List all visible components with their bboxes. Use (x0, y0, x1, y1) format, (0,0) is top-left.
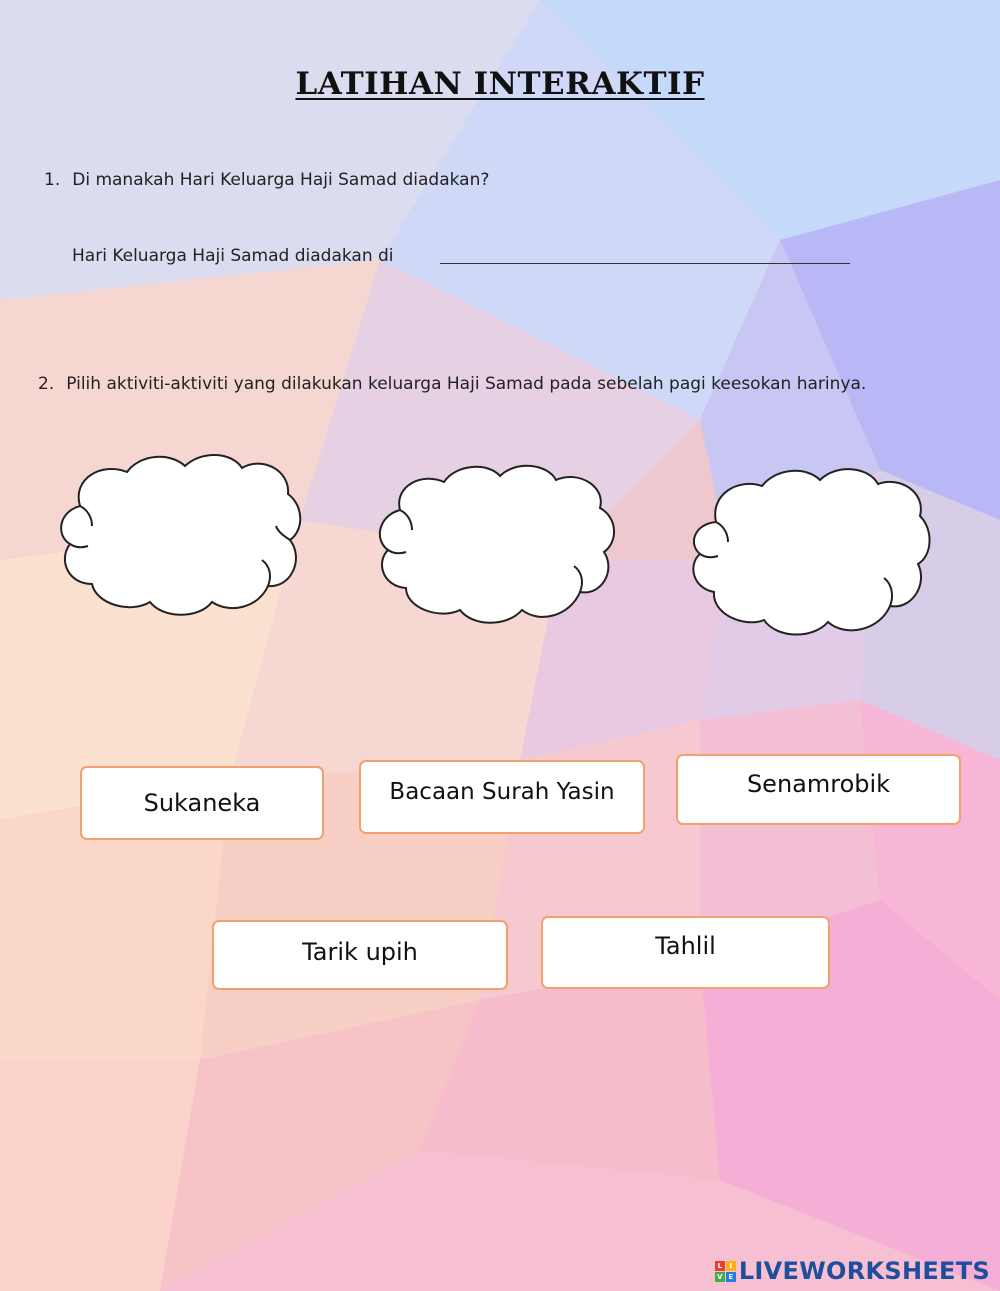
option-card-bacaan-surah-yasin[interactable] (359, 760, 645, 834)
option-label: Bacaan Surah Yasin (389, 779, 615, 805)
answer-field[interactable] (442, 240, 852, 264)
option-label: Tahlil (655, 931, 716, 960)
option-card-tarik-upih[interactable] (212, 920, 508, 990)
question-1-number: 1. (44, 170, 61, 190)
worksheet-title: LATIHAN INTERAKTIF (295, 66, 705, 102)
option-label: Tarik upih (302, 938, 418, 966)
option-card-tahlil[interactable] (541, 916, 830, 989)
drop-target-cloud-1[interactable] (52, 448, 310, 620)
question-2 (38, 374, 866, 394)
question-2-number: 2. (38, 374, 55, 394)
question-1-text: Di manakah Hari Keluarga Haji Samad diadakan? (72, 170, 490, 190)
answer-prefix: Hari Keluarga Haji Samad diadakan di (72, 246, 394, 266)
option-label: Senamrobik (746, 769, 891, 798)
option-label: Sukaneka (143, 789, 261, 817)
option-card-sukaneka[interactable] (80, 766, 324, 840)
drop-target-cloud-3[interactable] (686, 460, 934, 642)
liveworksheets-logo-text: LIVEWORKSHEETS (738, 1257, 990, 1285)
question-2-text: Pilih aktiviti-aktiviti yang dilakukan keluarga Haji Samad pada sebelah pagi keesokan harinya. (66, 374, 867, 394)
question-1 (44, 170, 489, 190)
option-card-senamrobik[interactable] (676, 754, 961, 825)
drop-target-cloud-2[interactable] (372, 458, 622, 630)
liveworksheets-logo (715, 1257, 990, 1285)
liveworksheets-logo-icon: L I V E (715, 1261, 736, 1282)
